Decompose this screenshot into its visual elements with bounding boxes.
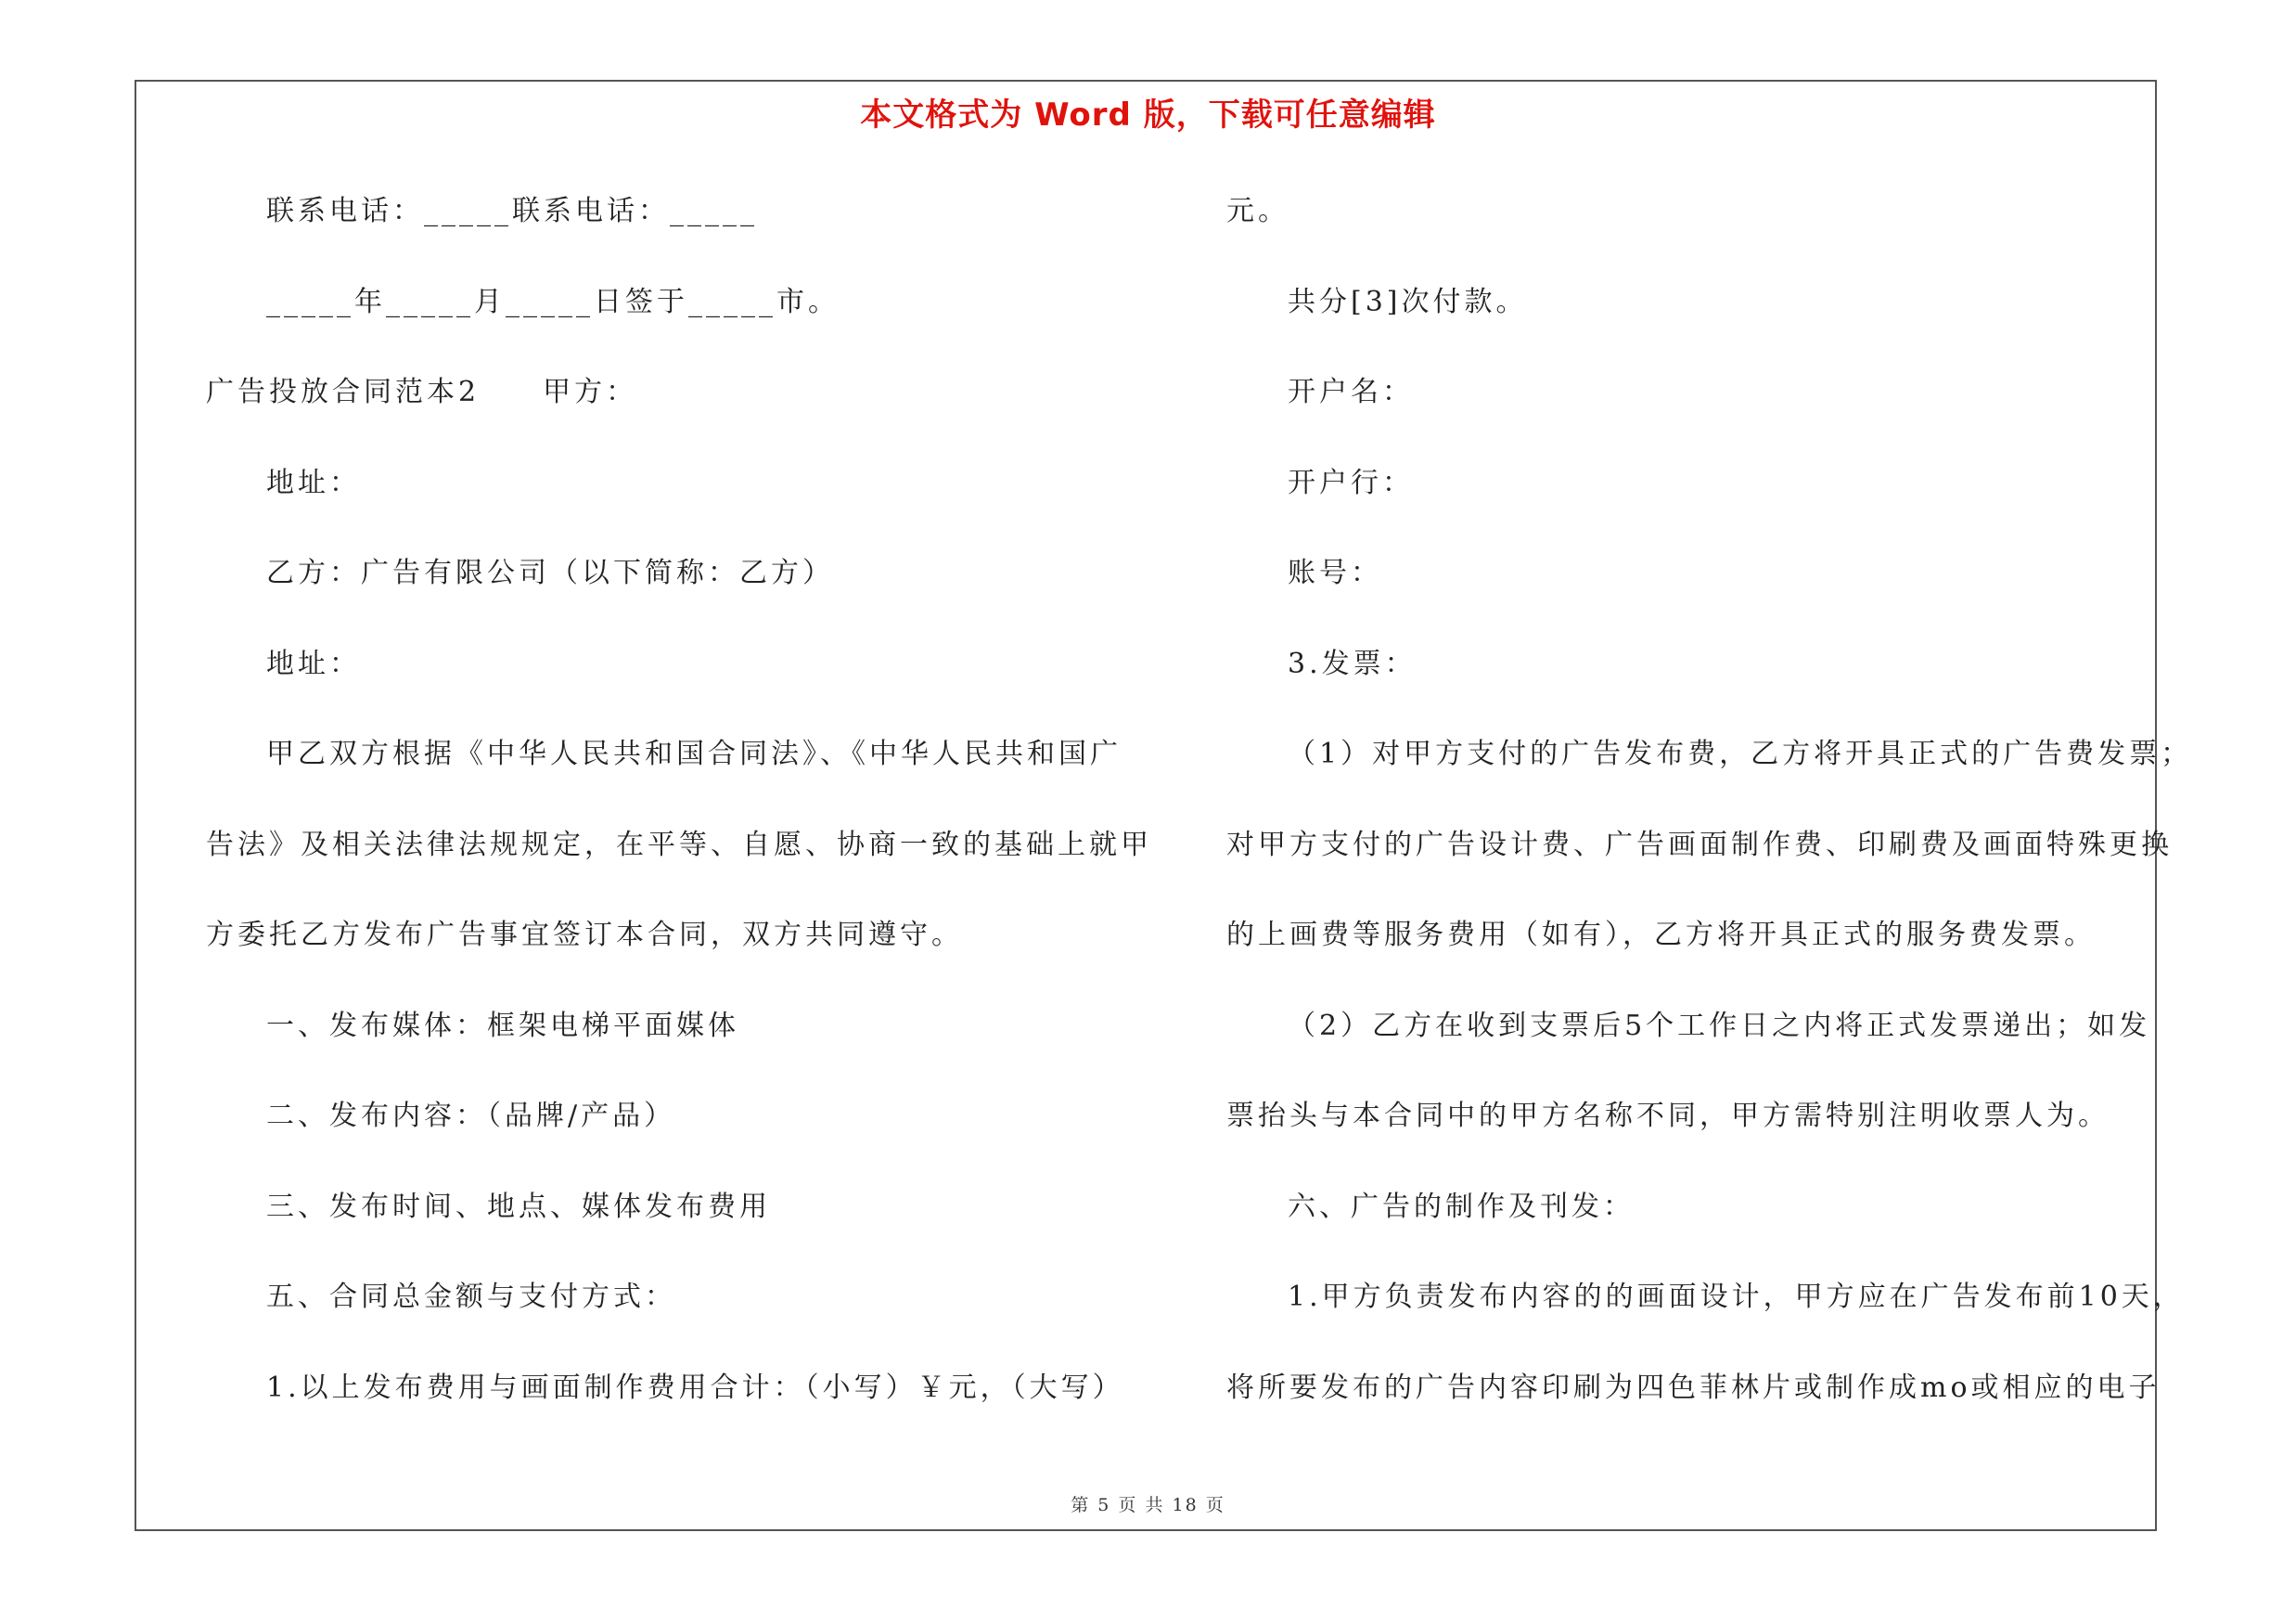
right-line-6: 3.发票： xyxy=(1288,648,1417,680)
left-line-3: 广告投放合同范本2 甲方： xyxy=(206,376,638,408)
right-line-14: 将所要发布的广告内容印刷为四色菲林片或制作成mo或相应的电子 xyxy=(1226,1372,2161,1404)
left-line-13: 五、合同总金额与支付方式： xyxy=(266,1281,676,1313)
right-line-13: 1.甲方负责发布内容的的画面设计，甲方应在广告发布前10天， xyxy=(1288,1281,2185,1313)
page-footer: 第 5 页 共 18 页 xyxy=(1071,1495,1225,1515)
right-line-4: 开户行： xyxy=(1288,467,1414,499)
right-line-7: （1）对甲方支付的广告发布费，乙方将开具正式的广告费发票； xyxy=(1288,738,2193,770)
left-line-11: 二、发布内容：（品牌/产品） xyxy=(266,1100,676,1132)
left-line-8: 告法》及相关法律法规规定，在平等、自愿、协商一致的基础上就甲 xyxy=(206,829,1152,861)
left-line-10: 一、发布媒体：框架电梯平面媒体 xyxy=(266,1010,739,1042)
left-line-1: 联系电话：_____联系电话：_____ xyxy=(266,195,758,227)
right-line-3: 开户名： xyxy=(1288,376,1414,408)
right-line-9: 的上画费等服务费用（如有），乙方将开具正式的服务费发票。 xyxy=(1226,919,2096,951)
right-line-10: （2）乙方在收到支票后5个工作日之内将正式发票递出；如发 xyxy=(1288,1010,2151,1042)
right-line-5: 账号： xyxy=(1288,557,1382,589)
left-line-12: 三、发布时间、地点、媒体发布费用 xyxy=(266,1191,771,1223)
right-line-8: 对甲方支付的广告设计费、广告画面制作费、印刷费及画面特殊更换 xyxy=(1226,829,2173,861)
left-line-14: 1.以上发布费用与画面制作费用合计：（小写）￥元，（大写） xyxy=(266,1372,1124,1404)
right-line-11: 票抬头与本合同中的甲方名称不同，甲方需特别注明收票人为。 xyxy=(1226,1100,2110,1132)
left-line-5: 乙方：广告有限公司（以下简称：乙方） xyxy=(266,557,834,589)
left-line-2: _____年_____月_____日签于_____市。 xyxy=(266,286,840,318)
document-banner: 本文格式为 Word 版，下载可任意编辑 xyxy=(860,97,1436,134)
right-line-1: 元。 xyxy=(1226,195,1289,227)
left-line-6: 地址： xyxy=(266,648,361,680)
left-line-4: 地址： xyxy=(266,467,361,499)
right-line-2: 共分[3]次付款。 xyxy=(1288,286,1528,318)
left-line-7: 甲乙双方根据《中华人民共和国合同法》、《中华人民共和国广 xyxy=(266,738,1122,770)
right-line-12: 六、广告的制作及刊发： xyxy=(1288,1191,1635,1223)
left-line-9: 方委托乙方发布广告事宜签订本合同，双方共同遵守。 xyxy=(206,919,963,951)
